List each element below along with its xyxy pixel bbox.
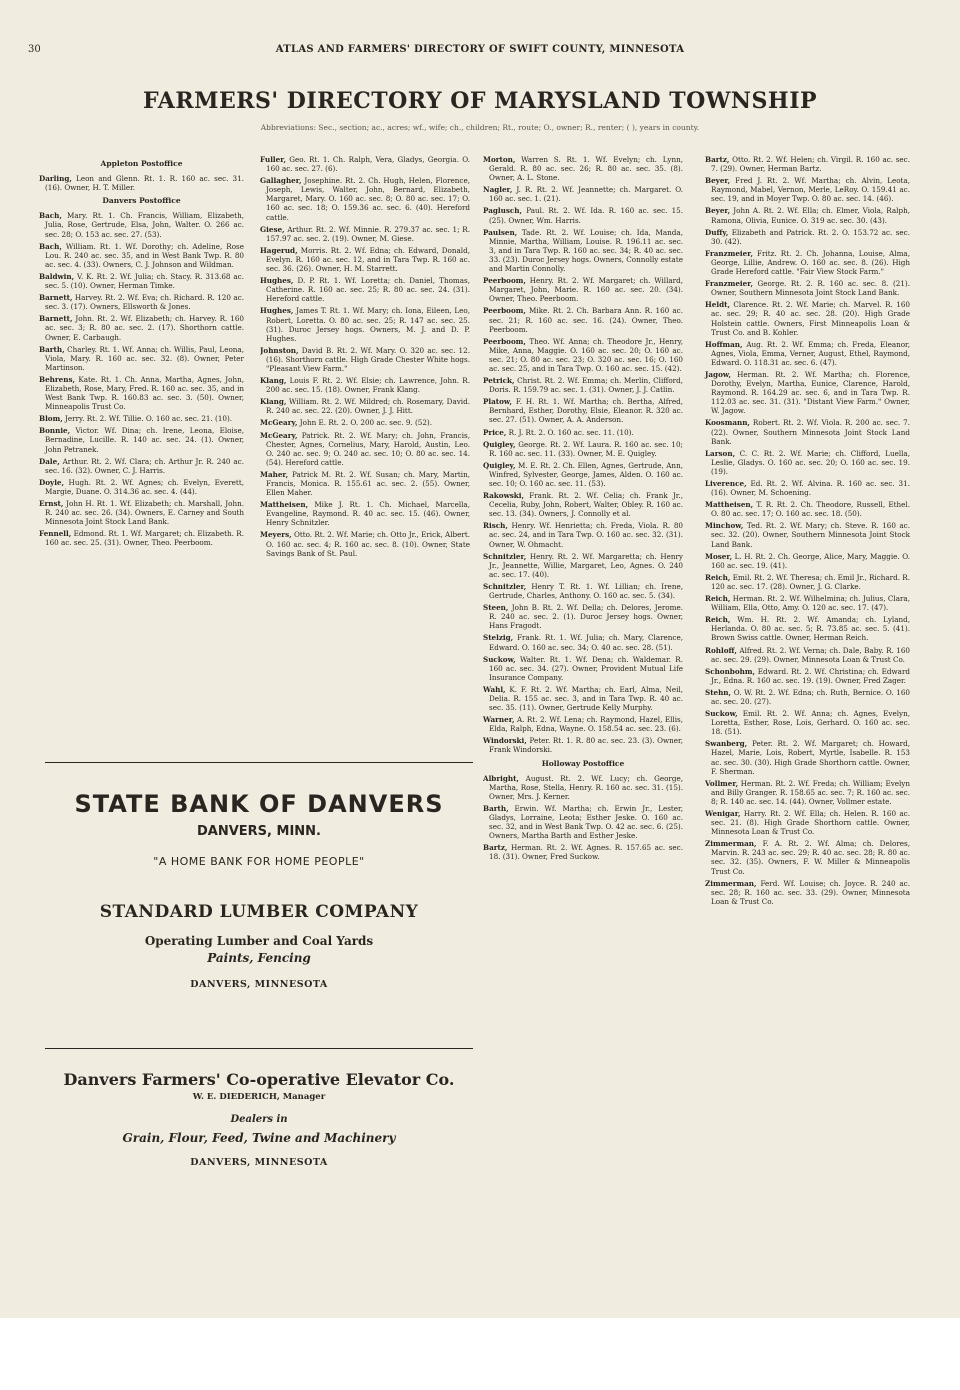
entry-details: Emil. Rt. 2. Wf. Theresa; ch. Emil Jr., Richard. R. 120 ac. sec. 17. (28). Owner, J. G. Clarke. — [711, 572, 910, 591]
entry-surname: Bach, — [39, 241, 62, 251]
entry-surname: Hagerud, — [260, 245, 298, 255]
entry-details: Herman. Rt. 2. Wf. Wilhelmina; ch. Julius, Clara, William, Ella, Otto, Amy. O. 120 ac. sec. 17. (47). — [711, 594, 910, 613]
entry-details: Arthur. Rt. 2. Wf. Minnie. R. 279.37 ac. sec. 1; R. 157.97 ac. sec. 2. (19). Owner, M. Giese. — [266, 224, 470, 243]
directory-entry — [483, 376, 683, 394]
entry-details: T. R. Rt. 2. Ch. Theodore, Russell, Ethel. O. 80 ac. sec. 17; O. 160 ac. sec. 18. (50). — [711, 500, 910, 519]
entry-surname: Risch, — [483, 521, 508, 531]
entry-surname: Zimmerman, — [705, 839, 757, 849]
entry-details: C. C. Rt. 2. Wf. Marie; ch. Clifford, Luella, Leslie, Gladys. O. 160 ac. sec. 20; O. 160 ac. sec. 19. (19). — [711, 448, 910, 476]
entry-surname: Jagow, — [705, 369, 731, 379]
directory-entry — [705, 779, 910, 806]
entry-surname: Meyers, — [260, 530, 292, 540]
entry-details: Herman. Rt. 2. Wf. Freda; ch. William; Evelyn and Billy Granger. R. 158.65 ac. sec. 7; R. 160 ac. sec. 8; R. 140 ac. sec. 14. (44). Owner, Vollmer estate. — [711, 778, 910, 806]
entry-details: Ed. Rt. 2. Wf. Alvina. R. 160 ac. sec. 31. (16). Owner, M. Schoening. — [711, 479, 910, 498]
entry-surname: Stehn, — [705, 687, 732, 697]
directory-column-3 — [483, 155, 683, 864]
ad-elevator-dealers: Dealers in — [230, 1114, 288, 1125]
directory-entry — [705, 839, 910, 875]
entry-details: William. Rt. 1. Wf. Dorothy; ch. Adeline, Rose Lou. R. 240 ac. sec. 35, and in West Bank Twp. R. 80 ac. sec. 4. (33). Owners, C. J. Johnson and Wildman. — [45, 241, 244, 269]
entry-details: Henry. Rt. 2. Wf. Margaretta; ch. Henry Jr., Jeannette, Willie, Margaret, Leo, Agnes. O. 240 ac. sec. 17. (40). — [489, 551, 683, 579]
directory-entry — [705, 418, 910, 445]
entry-surname: Franzmeier, — [705, 248, 753, 258]
entry-details: George. Rt. 2. Wf. Laura. R. 160 ac. sec. 10; R. 160 ac. sec. 11. (33). Owner, M. E. Quigley. — [489, 439, 683, 458]
entry-details: Paul. Rt. 2. Wf. Ida. R. 160 ac. sec. 15. (25). Owner, Wm. Harris. — [489, 206, 683, 225]
directory-entry — [483, 715, 683, 733]
entry-details: Warren S. Rt. 1. Wf. Evelyn; ch. Lynn, Gerald. R. 80 ac. sec. 26; R. 80 ac. sec. 35. (8). Owner, A. L. Stone. — [489, 155, 683, 183]
entry-surname: Barnett, — [39, 293, 73, 303]
entry-surname: Barnett, — [39, 314, 73, 324]
directory-entry — [260, 397, 470, 415]
directory-entry — [705, 688, 910, 706]
directory-entry — [483, 276, 683, 303]
directory-entry — [483, 337, 683, 373]
entry-details: John E. Rt. 2. O. 200 ac. sec. 9. (52). — [299, 418, 433, 428]
directory-entry — [705, 500, 910, 518]
directory-entry — [39, 272, 244, 290]
entry-surname: Petrick, — [483, 376, 515, 386]
ad-elevator-title: Danvers Farmers' Co-operative Elevator Co. — [63, 1070, 455, 1089]
entry-details: Harvey. Rt. 2. Wf. Eva; ch. Richard. R. 120 ac. sec. 3. (17). Owners, Ellsworth & Jones. — [45, 293, 244, 312]
entry-surname: Gallagher, — [260, 176, 302, 186]
entry-details: A. Rt. 2. Wf. Lena; ch. Raymond, Hazel, Ellis, Elda, Ralph, Edna, Wayne. O. 158.54 ac. sec. 23. (6). — [489, 715, 683, 734]
entry-surname: Fuller, — [260, 155, 287, 164]
directory-entry — [39, 211, 244, 238]
entry-details: Elizabeth and Patrick. Rt. 2. O. 153.72 ac. sec. 30. (42). — [711, 227, 910, 246]
directory-entry — [705, 739, 910, 775]
entry-surname: Wenigar, — [705, 809, 741, 818]
entry-surname: Swanberg, — [705, 739, 748, 749]
directory-entry — [483, 155, 683, 182]
ad-bank-title: STATE BANK OF DANVERS — [74, 790, 444, 818]
entry-details: Wm. H. Rt. 2. Wf. Amanda; ch. Lyland, Herlanda. O. 80 ac. sec. 5; R. 73.85 ac. sec. 5. (41). Brown Swiss cattle. Owner, Herman Reich. — [711, 615, 910, 643]
directory-entry — [483, 397, 683, 424]
ad-elevator-city: DANVERS, MINNESOTA — [190, 1157, 328, 1168]
divider-rule — [45, 1048, 473, 1049]
entry-surname: Bonnie, — [39, 426, 71, 436]
image-bottom-border — [0, 1318, 960, 1390]
entry-surname: Platow, — [483, 397, 513, 407]
entry-surname: Beyer, — [705, 176, 731, 186]
entry-details: Henry. Rt. 2. Wf. Margaret; ch. Willard, Margaret, John, Marie. R. 160 ac. sec. 20. (34). Owner, Theo. Peerboom. — [489, 276, 683, 304]
entry-surname: Windorski, — [483, 736, 527, 746]
entry-details: J. R. Rt. 2. Wf. Jeannette; ch. Margaret. O. 160 ac. sec. 1. (21). — [489, 185, 683, 204]
entry-surname: Suckow, — [483, 654, 516, 664]
entry-details: Leon and Glenn. Rt. 1. R. 160 ac. sec. 31. (16). Owner, H. T. Miller. — [45, 174, 244, 193]
ad-cooperative-elevator — [45, 1070, 473, 1168]
entry-surname: Morton, — [483, 155, 516, 164]
directory-entry — [260, 155, 470, 173]
entry-surname: McGeary, — [260, 430, 298, 440]
entry-details: Kate. Rt. 1. Ch. Anna, Martha, Agnes, John, Elizabeth, Rose, Mary, Fred. R. 160 ac. sec. 35, and in West Bank Twp. R. 160.83 ac. sec. 3. (50). Owner, Minneapolis Trust Co. — [45, 374, 244, 412]
entry-details: Henry. Wf. Henrietta; ch. Freda, Viola. R. 80 ac. sec. 24, and in Tara Twp. O. 160 ac. sec. 32. (31). Owner, W. Ohmacht. — [489, 521, 683, 549]
entry-surname: Schnitzler, — [483, 581, 527, 591]
entry-surname: Barth, — [39, 344, 65, 354]
ad-bank-city: DANVERS, MINN. — [197, 824, 321, 839]
directory-column-1 — [39, 155, 244, 755]
entry-surname: Paulsen, — [483, 227, 518, 237]
directory-entry — [483, 603, 683, 630]
entry-details: Clarence. Rt. 2. Wf. Marie; ch. Marvel. R. 160 ac. sec. 29; R. 40 ac. sec. 28. (20). High Grade Holstein cattle. Owners, First Minneapolis Loan & Trust Co. and B. Kohler. — [711, 300, 910, 337]
entry-details: Frank. Rt. 2. Wf. Celia; ch. Frank Jr., Cecelia, Ruby, John, Robert, Walter, Obley. R. 160 ac. sec. 13. (34). Owners, J. Connolly et al. — [489, 491, 683, 519]
entry-details: Arthur. Rt. 2. Wf. Clara; ch. Arthur Jr. R. 240 ac. sec. 16. (32). Owner, C. J. Harris. — [45, 456, 244, 475]
entry-details: James T. Rt. 1. Wf. Mary; ch. Iona, Eileen, Leo, Robert, Loretta. O. 80 ac. sec. 25; R. 147 ac. sec. 25. (31). Duroc Jersey hogs. Owners, M. J. and D. P. Hughes. — [266, 306, 470, 343]
directory-entry — [260, 376, 470, 394]
ad-lumber-line1: Operating Lumber and Coal Yards — [144, 934, 374, 948]
directory-entry — [260, 530, 470, 557]
entry-details: Mary. Rt. 1. Ch. Francis, William, Elizabeth, Julia, Rose, Gertrude, Elsa, John, Walter. O. 266 ac. sec. 28; O. 153 ac. sec. 27. (53). — [45, 211, 244, 239]
entry-details: Patrick. Rt. 2. Wf. Mary; ch. John, Francis, Chester, Agnes, Cornelius, Mary, Harold, Austin, Leo. O. 240 ac. sec. 9; O. 240 ac. sec. 10; O. 80 ac. sec. 14. (54). Hereford cattle. — [266, 430, 470, 467]
directory-entry — [705, 879, 910, 906]
entry-surname: Barth, — [483, 803, 509, 813]
directory-entry — [705, 573, 910, 591]
entry-details: Tade. Rt. 2. Wf. Louise; ch. Ida, Manda, Minnie, Martha, William, Louise. R. 196.11 ac. sec. 3, and in Tara Twp. R. 160 ac. sec. 34; R. 40 ac. sec. 33. (23). Duroc Jersey hogs. Owners, Connolly estate and Martin Connolly. — [489, 227, 683, 274]
entry-surname: Franzmeier, — [705, 279, 753, 289]
directory-entry — [483, 774, 683, 801]
entry-surname: Duffy, — [705, 227, 729, 237]
directory-entry — [39, 529, 244, 547]
page-title: FARMERS' DIRECTORY OF MARYSLAND TOWNSHIP — [142, 88, 818, 114]
entry-surname: Bartz, — [705, 155, 730, 164]
entry-details: Frank. Rt. 1. Wf. Julia; ch. Mary, Clarence, Edward. O. 160 ac. sec. 34; O. 40 ac. sec. 28. (51). — [489, 633, 683, 652]
entry-surname: Bach, — [39, 211, 62, 221]
abbreviations-note: Abbreviations: Sec., section; ac., acres; wf., wife; ch., children; Rt., route; O., owner; R., renter; ( ), years in county. — [260, 123, 700, 132]
ad-standard-lumber — [45, 902, 473, 990]
entry-surname: Stelzig, — [483, 633, 514, 643]
entry-details: Edmond. Rt. 1. Wf. Margaret; ch. Elizabeth. R. 160 ac. sec. 25. (31). Owner, Theo. Peerboom. — [45, 529, 244, 548]
directory-entry — [39, 242, 244, 269]
entry-surname: Reich, — [705, 615, 731, 625]
directory-entry — [260, 246, 470, 273]
entry-details: Herman. Rt. 2. Wf. Agnes. R. 157.65 ac. sec. 18. (31). Owner, Fred Suckow. — [489, 843, 683, 862]
entry-surname: Reich, — [705, 594, 731, 604]
entry-details: M. E. Rt. 2. Ch. Ellen, Agnes, Gertrude, Ann, Winfred, Sylvester, George, James, Alden. O. 160 ac. sec. 10; O. 160 ac. sec. 11. (53). — [489, 460, 683, 488]
entry-details: John. Rt. 2. Wf. Elizabeth; ch. Harvey. R. 160 ac. sec. 3; R. 80 ac. sec. 2. (17). Shorthorn cattle. Owner, E. Carbaugh. — [45, 314, 244, 342]
directory-entry — [260, 346, 470, 373]
entry-details: Fred J. Rt. 2. Wf. Martha; ch. Alvin, Leota, Raymond, Mabel, Vernon, Merle, LeRoy. O. 159.41 ac. sec. 19, and in Moyer Twp. O. 80 ac. sec. 14. (46). — [711, 176, 910, 204]
entry-surname: Reich, — [705, 572, 731, 582]
entry-surname: Schonbohm, — [705, 666, 755, 676]
postoffice-heading: Holloway Postoffice — [541, 758, 625, 768]
directory-entry — [705, 479, 910, 497]
entry-surname: Maher, — [260, 469, 289, 479]
entry-surname: Mattheisen, — [260, 500, 309, 510]
ad-lumber-line2: Paints, Fencing — [207, 951, 311, 965]
entry-surname: Fennell, — [39, 529, 72, 539]
entry-surname: Minchow, — [705, 521, 744, 531]
entry-details: F. H. Rt. 1. Wf. Martha; ch. Bertha, Alfred, Bernhard, Esther, Dorothy, Elsie, Eleanor. R. 320 ac. sec. 27. (51). Owner, A. A. Anderson. — [489, 397, 683, 425]
entry-details: George. Rt. 2. R. 160 ac. sec. 8. (21). Owner, Southern Minnesota Joint Stock Land Bank. — [711, 279, 910, 298]
entry-details: Fritz. Rt. 2. Ch. Johanna, Louise, Alma, George, Lillie, Andrew. O. 160 ac. sec. 8. (26). High Grade Hereford cattle. "Fair View Stock Farm." — [711, 248, 910, 277]
directory-entry — [483, 440, 683, 458]
directory-entry — [705, 206, 910, 224]
entry-details: Aug. Rt. 2. Wf. Emma; ch. Freda, Eleanor, Agnes, Viola, Emma, Verner, August, Ethel, Raymond, Edward. O. 118.31 ac. sec. 6. (47). — [711, 339, 910, 367]
entry-surname: Nagler, — [483, 185, 513, 195]
entry-surname: Warner, — [483, 715, 515, 725]
entry-details: John A. Rt. 2. Wf. Ella; ch. Elmer, Viola, Ralph, Ramona, Olivia, Eunice. O. 319 ac. sec. 30. (43). — [711, 206, 910, 225]
entry-surname: Hughes, — [260, 306, 294, 316]
directory-entry — [39, 345, 244, 372]
directory-entry — [705, 667, 910, 685]
directory-entry — [705, 155, 910, 173]
directory-entry — [483, 582, 683, 600]
entry-surname: Vollmer, — [705, 778, 739, 788]
entry-surname: Wahl, — [483, 684, 506, 694]
entry-surname: Schnitzler, — [483, 551, 527, 561]
entry-surname: Blom, — [39, 414, 63, 424]
directory-entry — [260, 306, 470, 342]
entry-details: William. Rt. 2. Wf. Mildred; ch. Rosemary, David. R. 240 ac. sec. 22. (20). Owner, J. J. Hitt. — [266, 397, 470, 416]
entry-surname: Klang, — [260, 397, 287, 407]
entry-surname: Ernst, — [39, 499, 64, 508]
entry-surname: Beyer, — [705, 206, 731, 216]
entry-details: Harry. Rt. 2. Wf. Ella; ch. Helen. R. 160 ac. sec. 21. (8). High Grade Shorthorn cattle. Owner, Minnesota Loan & Trust Co. — [711, 809, 910, 837]
entry-details: Charley. Rt. 1. Wf. Anna; ch. Willis, Paul, Leona, Viola, Mary. R. 160 ac. sec. 32. (8). Owner, Peter Martinson. — [45, 344, 244, 372]
entry-details: L. H. Rt. 2. Ch. George, Alice, Mary, Maggie. O. 160 ac. sec. 19. (41). — [711, 551, 910, 570]
directory-entry — [483, 491, 683, 518]
entry-surname: Paglusch, — [483, 206, 523, 216]
ad-bank-slogan: "A HOME BANK FOR HOME PEOPLE" — [153, 855, 365, 868]
directory-entry — [39, 293, 244, 311]
entry-surname: Rohloff, — [705, 645, 737, 655]
entry-details: Henry T. Rt. 1. Wf. Lillian; ch. Irene, Gertrude, Charles, Anthony. O. 160 ac. sec. 5. (34). — [489, 581, 683, 601]
entry-details: Victor. Wf. Dina; ch. Irene, Leona, Eloise, Bernadine, Lucille. R. 140 ac. sec. 24. (1). Owner, John Petranek. — [45, 426, 244, 454]
ad-lumber-title: STANDARD LUMBER COMPANY — [99, 902, 419, 922]
entry-details: Edward. Rt. 2. Wf. Christina; ch. Edward Jr., Edna. R. 160 ac. sec. 19. (19). Owner, Fred Zager. — [711, 666, 910, 685]
directory-entry — [39, 375, 244, 411]
entry-details: Emil. Rt. 2. Wf. Anna; ch. Agnes, Evelyn, Loretta, Esther, Rose, Lois, Gerhard. O. 160 ac. sec. 18. (51). — [711, 709, 910, 737]
entry-details: Erwin. Wf. Martha; ch. Erwin Jr., Lester, Gladys, Lorraine, Leota; Esther Jeske. O. 160 ac. sec. 32, and in West Bank Twp. O. 42 ac. sec. 6. (25). Owners, Martha Barth and Esther Jeske. — [489, 803, 683, 841]
directory-entry — [705, 521, 910, 548]
directory-entry — [705, 279, 910, 297]
directory-entry — [483, 521, 683, 548]
directory-entry — [705, 449, 910, 476]
entry-details: Alfred. Rt. 2. Wf. Verna; ch. Dale, Baby. R. 160 ac. sec. 29. (29). Owner, Minnesota Loan & Trust Co. — [711, 645, 910, 664]
entry-surname: Giese, — [260, 224, 285, 234]
entry-surname: Hoffman, — [705, 339, 743, 349]
entry-details: V. K. Rt. 2. Wf. Julia; ch. Stacy. R. 313.68 ac. sec. 5. (10). Owner, Herman Timke. — [45, 271, 244, 291]
entry-surname: Dale, — [39, 456, 60, 466]
entry-details: Otto. Rt. 2. Wf. Helen; ch. Virgil. R. 160 ac. sec. 7. (29). Owner, Herman Bartz. — [711, 155, 910, 174]
entry-details: Walter. Rt. 1. Wf. Dena; ch. Waldemar. R. 160 ac. sec. 34. (27). Owner, Provident Mutual Life Insurance Company. — [489, 654, 683, 682]
directory-entry — [705, 809, 910, 836]
entry-surname: Quigley, — [483, 439, 516, 449]
directory-entry — [39, 457, 244, 475]
directory-entry — [483, 185, 683, 203]
entry-surname: Zimmerman, — [705, 878, 757, 888]
directory-entry — [483, 228, 683, 273]
entry-details: Herman. Rt. 2. Wf. Martha; ch. Florence, Dorothy, Evelyn, Martha, Eunice, Clarence, Harold, Raymond. R. 164.29 ac. sec. 6, and in Tara Twp. R. 112.03 ac. sec. 31. (31). "Distant View Farm." Owner, W. Jagow. — [711, 369, 911, 416]
directory-entry — [483, 206, 683, 224]
entry-surname: Rakowski, — [483, 491, 525, 501]
entry-surname: Albright, — [483, 773, 519, 783]
directory-entry — [705, 709, 910, 736]
entry-details: John B. Rt. 2. Wf. Della; ch. Delores, Jerome. R. 240 ac. sec. 2. (1). Duroc Jersey hogs. Owner, Hans Fragodt. — [489, 603, 683, 631]
directory-column-4 — [705, 155, 910, 909]
ad-elevator-manager: W. E. DIEDERICH, Manager — [192, 1092, 326, 1102]
entry-surname: Peerboom, — [483, 276, 526, 286]
directory-entry — [705, 646, 910, 664]
entry-surname: Darling, — [39, 174, 72, 184]
entry-surname: Koosmann, — [705, 418, 750, 428]
directory-entry — [39, 414, 244, 423]
directory-entry — [705, 594, 910, 612]
entry-details: Morris. Rt. 2. Wf. Edna; ch. Edward, Donald, Evelyn. R. 160 ac. sec. 12, and in Tara Twp. R. 160 ac. sec. 36. (26). Owner, H. M. Starrett. — [266, 245, 470, 274]
entry-details: Josephine. Rt. 2. Ch. Hugh, Helen, Florence, Joseph, Lewis, Walter, John, Bernard, Elizabeth, Margaret, Mary. O. 160 ac. sec. 8; O. 80 ac. sec. 17; O. 160 ac. sec. 18; O. 159.36 ac. sec. 6. (40). Hereford cattle. — [266, 176, 470, 222]
entry-surname: Peerboom, — [483, 306, 526, 316]
directory-entry — [39, 478, 244, 496]
entry-surname: Price, — [483, 427, 507, 437]
directory-column-2 — [260, 155, 470, 755]
entry-surname: Hughes, — [260, 276, 294, 286]
entry-surname: Johnston, — [260, 345, 299, 355]
postoffice-heading: Appleton Postoffice — [100, 159, 183, 168]
directory-entry — [483, 306, 683, 333]
ad-state-bank — [45, 790, 473, 868]
entry-details: Mike J. Rt. 1. Ch. Michael, Marcella, Evangeline, Raymond. R. 40 ac. sec. 15. (46). Owner, Henry Schnitzler. — [266, 500, 470, 528]
directory-entry — [705, 300, 910, 336]
entry-details: O. W. Rt. 2. Wf. Edna; ch. Ruth, Bernice. O. 160 ac. sec. 20. (27). — [711, 687, 910, 706]
entry-surname: Behrens, — [39, 374, 76, 384]
directory-entry — [260, 431, 470, 467]
entry-surname: Heldt, — [705, 300, 730, 310]
directory-entry — [705, 552, 910, 570]
entry-surname: Klang, — [260, 376, 287, 386]
entry-details: Theo. Wf. Anna; ch. Theodore Jr., Henry, Mike, Anna, Maggie. O. 160 ac. sec. 20; O. 160 ac. sec. 21; O. 80 ac. sec. 23; O. 320 ac. sec. 16; O. 160 ac. sec. 25, and in Tara Twp. O. 160 ac. sec. 15. (42). — [489, 336, 683, 373]
entry-surname: Quigley, — [483, 460, 516, 470]
directory-entry — [705, 340, 910, 367]
entry-details: Peter. Rt. 2. Wf. Margaret; ch. Howard, Hazel, Marie, Lois, Robert, Myrtle, Isabelle. R. 153 ac. sec. 30. (30). High Grade Shorthorn cattle. Owner, F. Sherman. — [711, 739, 910, 776]
directory-entry — [705, 228, 910, 246]
directory-entry — [39, 174, 244, 192]
entry-details: Geo. Rt. 1. Ch. Ralph, Vera, Gladys, Georgia. O. 160 ac. sec. 27. (6). — [266, 155, 470, 174]
directory-entry — [483, 552, 683, 579]
entry-surname: Moser, — [705, 551, 733, 561]
directory-entry — [260, 470, 470, 497]
directory-entry — [483, 804, 683, 840]
directory-entry — [705, 615, 910, 642]
entry-details: Ferd. Wf. Louise; ch. Joyce. R. 240 ac. sec. 28; R. 160 ac. sec. 33. (29). Owner, Minnesota Loan & Trust Co. — [711, 878, 910, 906]
entry-details: Patrick M. Rt. 2. Wf. Susan; ch. Mary, Martin, Francis, Monica. R. 155.61 ac. sec. 2. (55). Owner, Ellen Maher. — [266, 469, 470, 498]
directory-entry — [483, 655, 683, 682]
directory-entry — [483, 633, 683, 651]
entry-details: David B. Rt. 2. Wf. Mary. O. 320 ac. sec. 12. (16). Shorthorn cattle. High Grade Chester White hogs. "Pleasant View Farm." — [266, 345, 470, 373]
entry-surname: Peerboom, — [483, 336, 526, 346]
page-number: 30 — [28, 44, 41, 55]
running-head: ATLAS AND FARMERS' DIRECTORY OF SWIFT COUNTY, MINNESOTA — [275, 44, 685, 55]
entry-details: Louis F. Rt. 2. Wf. Elsie; ch. Lawrence, John. R. 200 ac. sec. 15. (18). Owner, Frank Klang. — [266, 376, 470, 395]
entry-details: John H. Rt. 1. Wf. Elizabeth; ch. Marshall, John. R. 240 ac. sec. 26. (34). Owners, E. Carney and South Minnesota Joint Stock Land Bank. — [45, 499, 244, 527]
directory-entry — [39, 499, 244, 526]
entry-details: Christ. Rt. 2. Wf. Emma; ch. Merlin, Clifford, Doris. R. 159.79 ac. sec. 1. (31). Owner, J. J. Catlin. — [489, 376, 683, 395]
entry-surname: Baldwin, — [39, 271, 75, 281]
entry-surname: Liverence, — [705, 479, 747, 488]
ad-elevator-goods: Grain, Flour, Feed, Twine and Machinery — [122, 1131, 396, 1145]
entry-details: D. P. Rt. 1. Wf. Loretta; ch. Daniel, Thomas, Catherine. R. 160 ac. sec. 25; R. 80 ac. sec. 24. (31). Hereford cattle. — [266, 276, 470, 304]
directory-entry — [39, 314, 244, 341]
directory-entry — [260, 176, 470, 221]
entry-details: August. Rt. 2. Wf. Lucy; ch. George, Martha, Rose, Stella, Henry. R. 160 ac. sec. 31. (15). Owner, Mrs. J. Kerner. — [489, 773, 683, 801]
entry-details: Peter. Rt. 1. R. 80 ac. sec. 23. (3). Owner, Frank Windorski. — [489, 736, 683, 755]
directory-entry — [483, 843, 683, 861]
postoffice-heading: Danvers Postoffice — [102, 196, 181, 206]
entry-details: Hugh. Rt. 2. Wf. Agnes; ch. Evelyn, Everett, Margie, Duane. O. 314.36 ac. sec. 4. (44). — [45, 477, 244, 496]
directory-entry — [483, 685, 683, 712]
directory-entry — [260, 500, 470, 527]
directory-entry — [260, 418, 470, 427]
directory-entry — [483, 736, 683, 754]
entry-details: Ted. Rt. 2. Wf. Mary; ch. Steve. R. 160 ac. sec. 32. (20). Owner, Southern Minnesota Joint Stock Land Bank. — [711, 521, 910, 549]
ad-lumber-city: DANVERS, MINNESOTA — [190, 979, 328, 990]
entry-surname: Larson, — [705, 448, 736, 458]
directory-entry — [260, 225, 470, 243]
directory-entry — [483, 461, 683, 488]
entry-surname: Doyle, — [39, 477, 65, 487]
entry-details: Robert. Rt. 2. Wf. Viola. R. 200 ac. sec. 7. (22). Owner, Southern Minnesota Joint Stock Land Bank. — [711, 418, 910, 446]
divider-rule — [45, 762, 473, 763]
directory-entry — [705, 176, 910, 203]
entry-details: R. J. Rt. 2. O. 160 ac. sec. 11. (10). — [508, 427, 634, 437]
entry-surname: McGeary, — [260, 418, 298, 428]
entry-surname: Mattheisen, — [705, 500, 754, 510]
entry-surname: Suckow, — [705, 709, 738, 719]
directory-entry — [483, 428, 683, 437]
directory-entry — [260, 276, 470, 303]
entry-details: Mike. Rt. 2. Ch. Barbara Ann. R. 160 ac. sec. 21; R. 160 ac. sec. 16. (24). Owner, Theo. Peerboom. — [489, 306, 683, 334]
entry-details: F. A. Rt. 2. Wf. Alma; ch. Delores, Marvin. R. 243 ac. sec. 29; R. 40 ac. sec. 28; R. 80 ac. sec. 32. (35). Owners, F. W. Miller & Minneapolis Trust Co. — [711, 839, 910, 876]
directory-entry — [705, 249, 910, 276]
entry-details: Jerry. Rt. 2. Wf. Tillie. O. 160 ac. sec. 21. (10). — [65, 414, 233, 424]
entry-surname: Bartz, — [483, 843, 508, 853]
entry-details: K. F. Rt. 2. Wf. Martha; ch. Earl, Alma, Neil, Delia. R. 155 ac. sec. 3, and in Tara Twp. R. 40 ac. sec. 35. (11). Owner, Gertrude Kelly Murphy. — [489, 684, 683, 713]
entry-details: Otto. Rt. 2. Wf. Marie; ch. Otto Jr., Erick, Albert. O. 160 ac. sec. 4; R. 160 ac. sec. 8. (10). Owner, State Savings Bank of St. Paul. — [266, 530, 470, 558]
directory-entry — [705, 370, 910, 415]
directory-entry — [39, 426, 244, 453]
entry-surname: Steen, — [483, 603, 509, 613]
